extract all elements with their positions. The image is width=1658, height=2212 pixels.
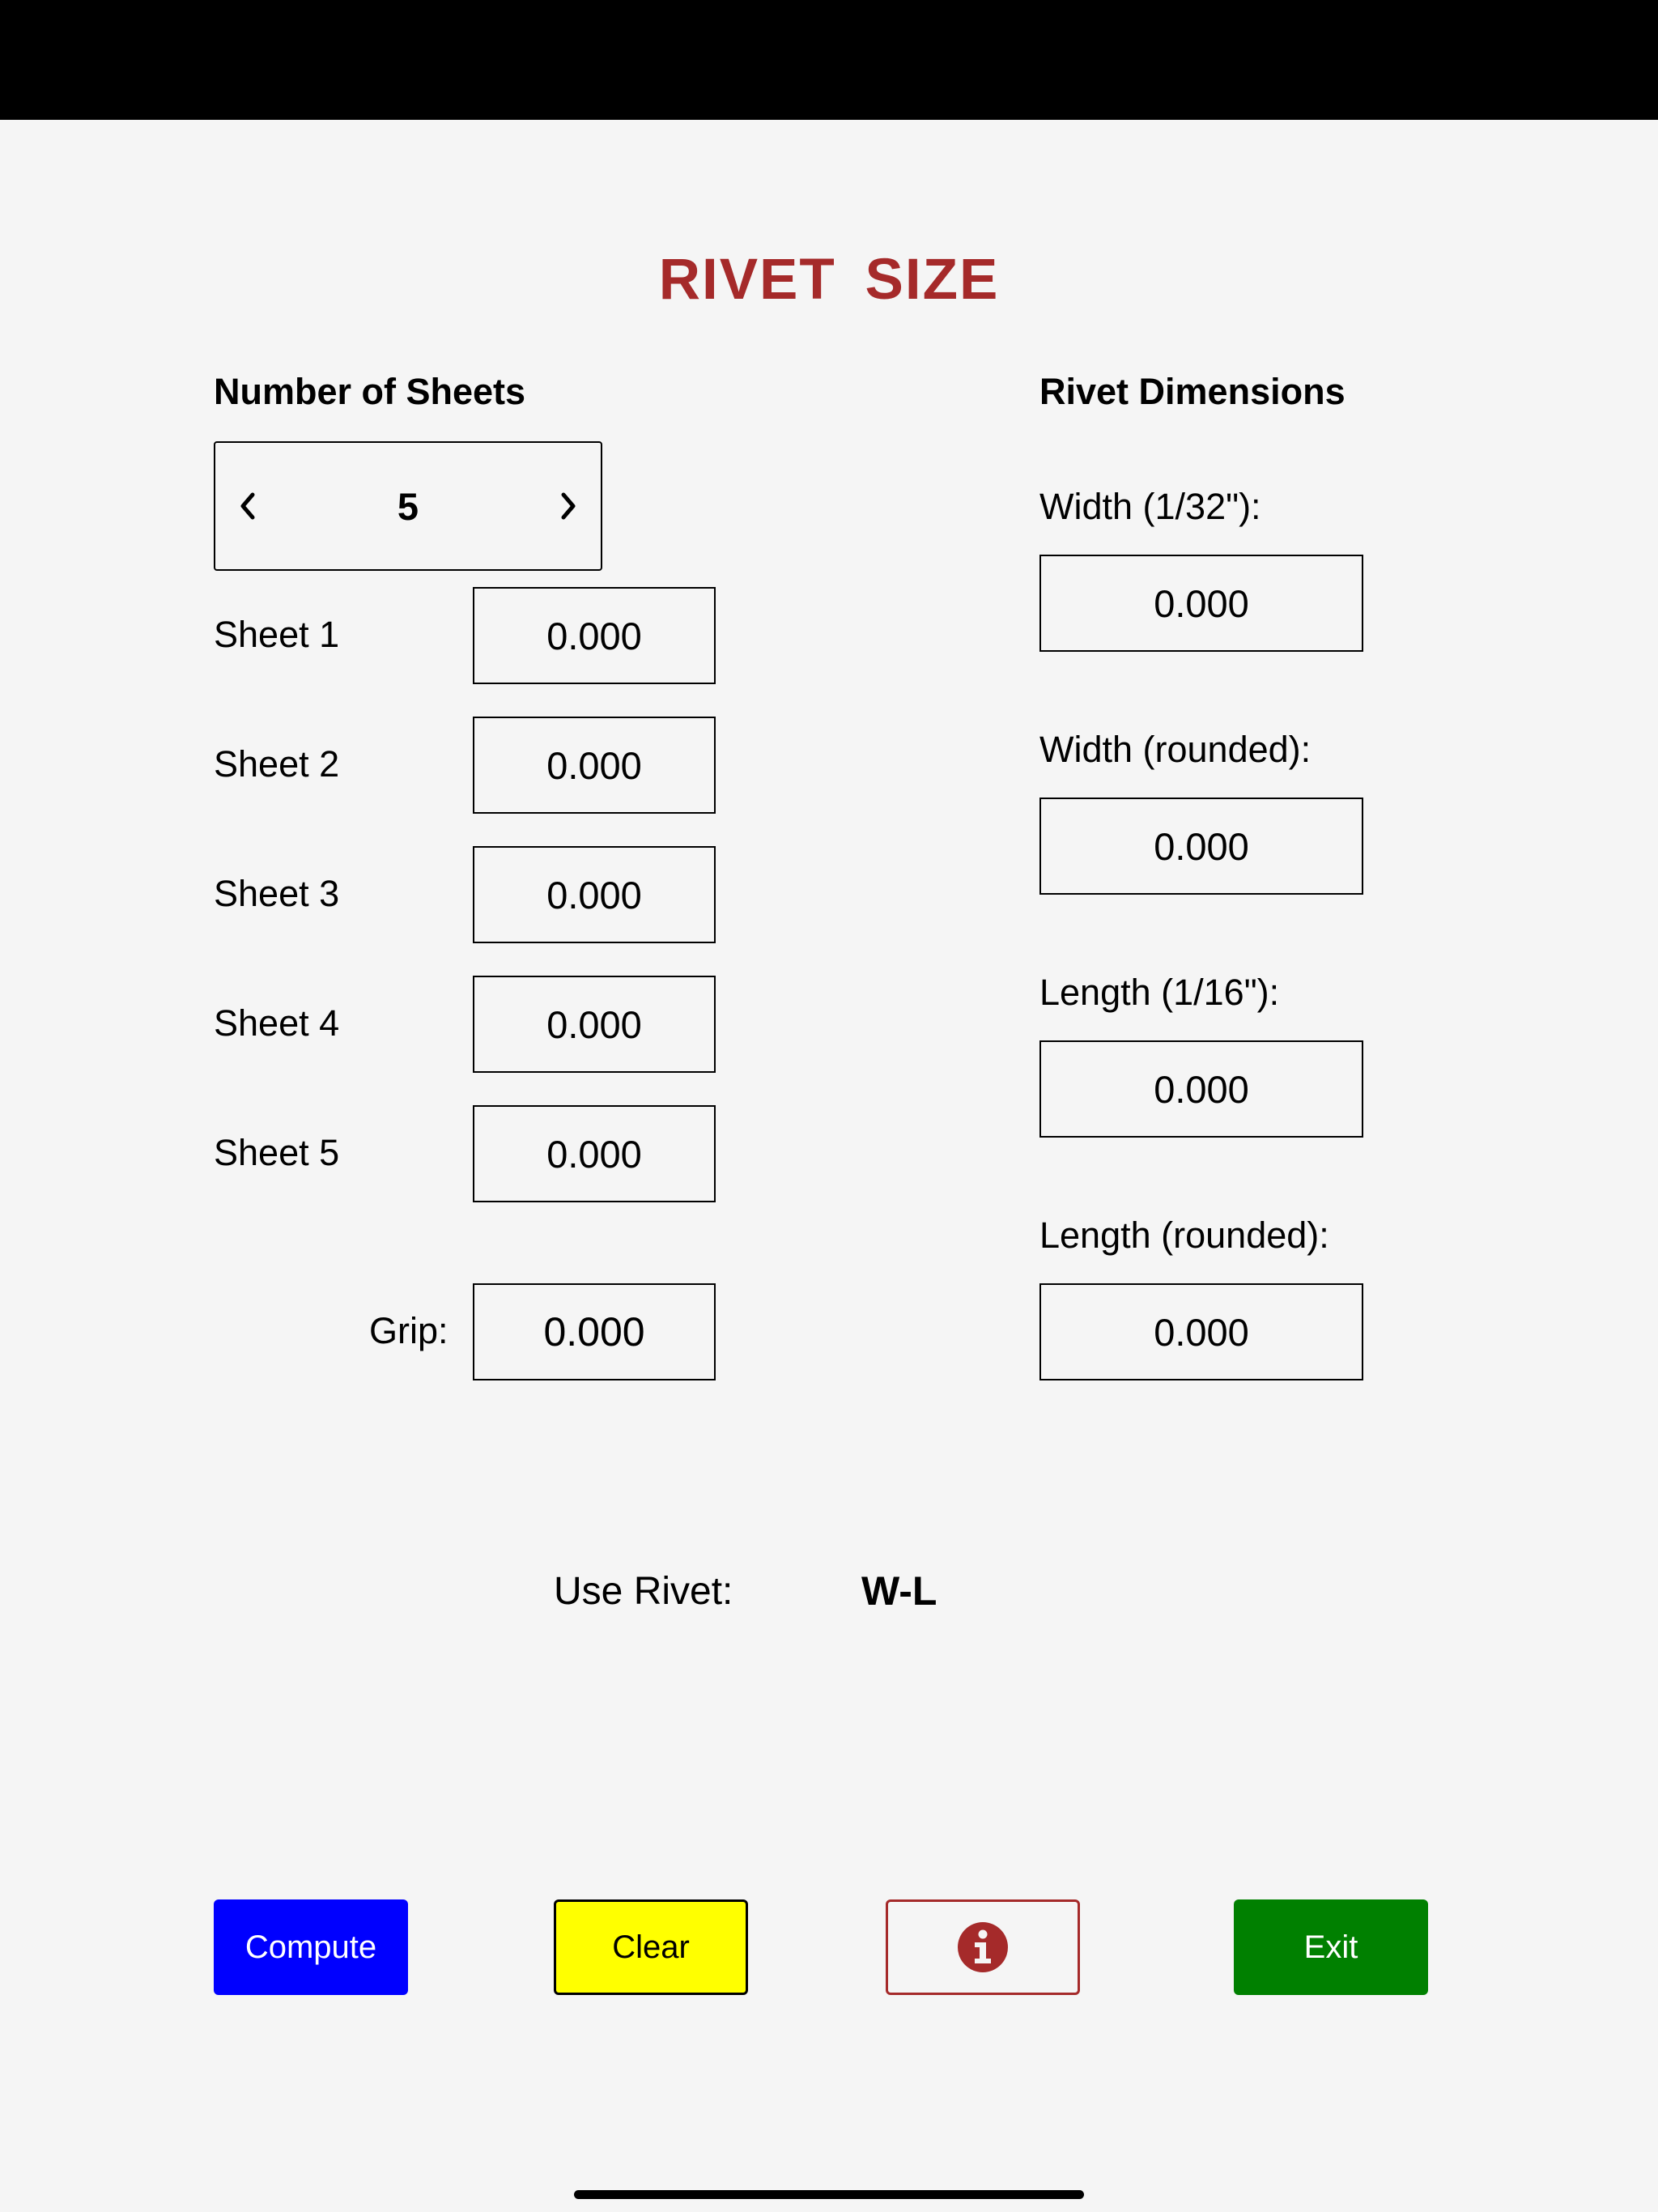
exit-button[interactable] <box>1234 1899 1428 1995</box>
sheet-5-input[interactable]: 0.000 <box>473 1105 716 1202</box>
grip-label: Grip: <box>369 1310 449 1351</box>
use-rivet-value: W-L <box>861 1568 937 1614</box>
sheet-count-value: 5 <box>397 484 419 528</box>
number-of-sheets-heading: Number of Sheets <box>214 371 526 412</box>
sheet-2-label: Sheet 2 <box>214 743 340 785</box>
width-32-output: 0.000 <box>1039 555 1363 652</box>
width-rounded-label: Width (rounded): <box>1039 729 1312 770</box>
sheet-2-input[interactable]: 0.000 <box>473 717 716 814</box>
length-16-label: Length (1/16"): <box>1039 972 1280 1013</box>
info-button[interactable] <box>886 1899 1080 1995</box>
chevron-left-icon <box>238 490 257 522</box>
clear-button-label: Clear <box>612 1929 690 1965</box>
increment-button[interactable] <box>536 443 601 569</box>
sheet-4-label: Sheet 4 <box>214 1002 340 1044</box>
home-indicator <box>574 2190 1084 2199</box>
rivet-dimensions-heading: Rivet Dimensions <box>1039 371 1346 412</box>
sheet-3-label: Sheet 3 <box>214 873 340 914</box>
sheet-4-input[interactable]: 0.000 <box>473 976 716 1073</box>
sheet-5-label: Sheet 5 <box>214 1132 340 1173</box>
sheet-1-label: Sheet 1 <box>214 614 340 655</box>
length-16-output: 0.000 <box>1039 1040 1363 1138</box>
status-bar <box>0 0 1658 120</box>
width-32-label: Width (1/32"): <box>1039 486 1261 527</box>
sheet-count-stepper <box>214 441 602 571</box>
length-rounded-label: Length (rounded): <box>1039 1214 1329 1256</box>
width-rounded-output: 0.000 <box>1039 798 1363 895</box>
use-rivet-label: Use Rivet: <box>554 1570 733 1613</box>
compute-button-label: Compute <box>244 1929 377 1965</box>
info-circle-icon <box>957 1921 1009 1973</box>
length-rounded-output: 0.000 <box>1039 1283 1363 1380</box>
chevron-right-icon <box>559 490 578 522</box>
decrement-button[interactable] <box>215 443 280 569</box>
exit-button-label: Exit <box>1303 1929 1358 1965</box>
clear-button[interactable] <box>554 1899 748 1995</box>
sheet-3-input[interactable]: 0.000 <box>473 846 716 943</box>
page-title: RIVET SIZE <box>658 248 1000 312</box>
sheet-1-input[interactable]: 0.000 <box>473 587 716 684</box>
grip-output: 0.000 <box>473 1283 716 1380</box>
compute-button[interactable] <box>214 1899 408 1995</box>
